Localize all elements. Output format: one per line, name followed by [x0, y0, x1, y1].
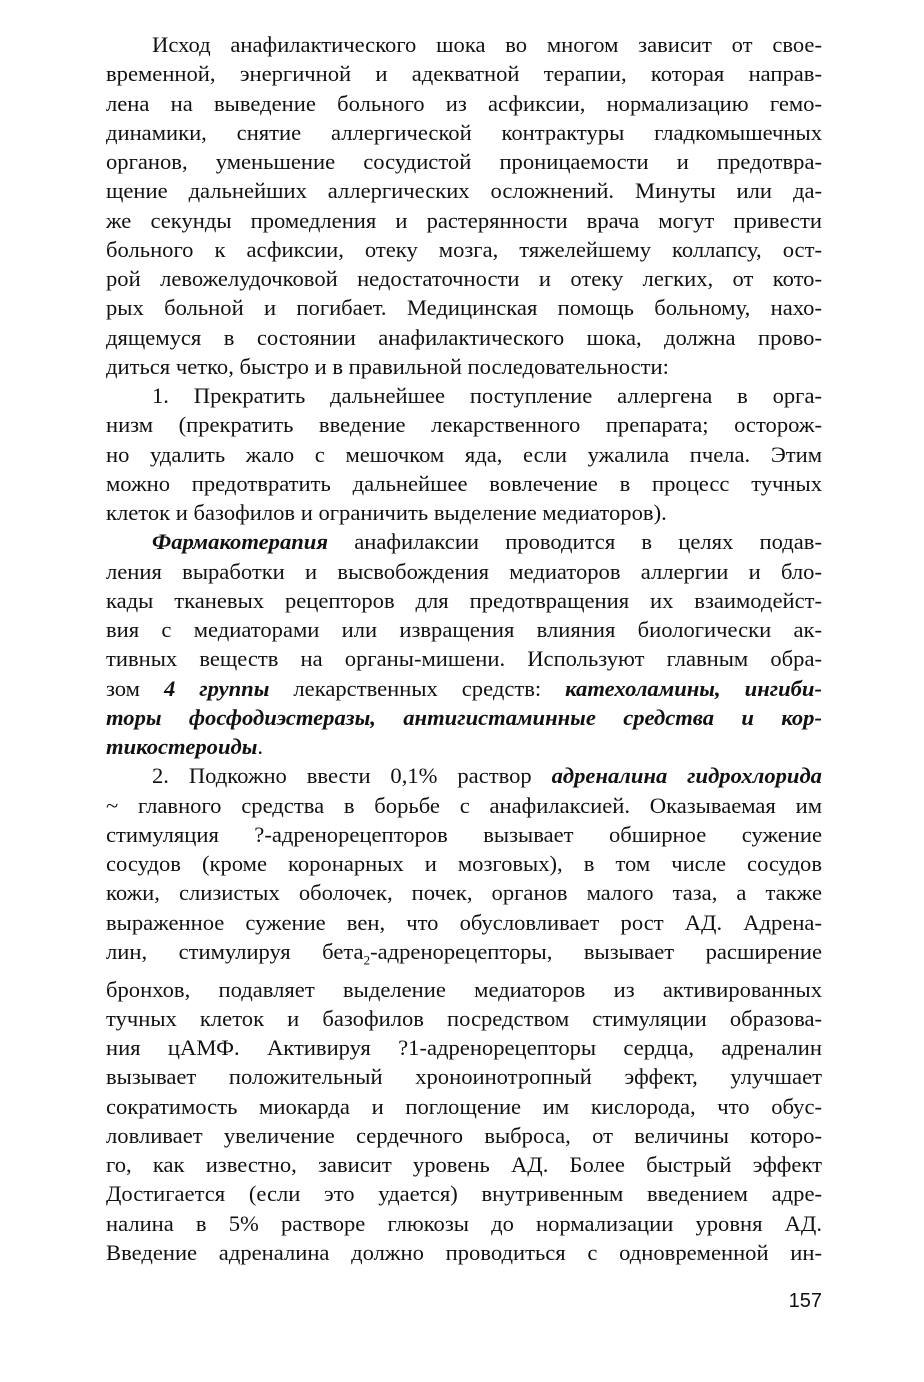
text-line: 2. Подкожно ввести 0,1% раствор адреналина гидрохлорида	[152, 763, 822, 789]
text-line: но удалить жало с мешочком яда, если ужалила пчела. Этим	[106, 441, 822, 467]
text-line: сосудов (кроме коронарных и мозговых), в том числе сосудов	[106, 851, 822, 876]
text-line: вызывает положительный хроноинотропный эффект, улучшает	[106, 1064, 822, 1090]
text-line: динамики, снятие аллергической контрактуры гладкомышечных	[106, 119, 822, 145]
text-line: дящемуся в состоянии анафилактического шока, должна прово-	[106, 324, 822, 350]
text-line: Введение адреналина должно проводиться с одновременной ин-	[106, 1239, 822, 1265]
text-line: стимуляция ?-адренорецепторов вызывает обширное сужение	[106, 821, 822, 847]
text-line: больного к асфиксии, отеку мозга, тяжелейшему коллапсу, ост-	[106, 236, 822, 262]
emphasis: адреналина гидрохлорида	[551, 763, 822, 789]
text-line: щение дальнейших аллергических осложнений. Минуты или да-	[106, 178, 822, 204]
emphasis: тикостероиды	[106, 734, 258, 759]
page-number: 157	[788, 1290, 822, 1312]
text-line: клеток и базофилов и ограничить выделение медиаторов).	[106, 500, 667, 525]
emphasis: 4 группы	[163, 675, 270, 701]
text-line: налина в 5% растворе глюкозы до нормализации уровня АД.	[106, 1210, 822, 1236]
document-body	[106, 30, 822, 1267]
text-line: сократимость миокарда и поглощение им кислорода, что обус-	[106, 1093, 822, 1119]
text-line: тучных клеток и базофилов посредством стимуляции образова-	[106, 1005, 822, 1031]
text-line: вия с медиаторами или извращения влияния биологически ак-	[106, 617, 822, 642]
text-line: тикостероиды.	[106, 734, 264, 759]
text-line: временной, энергичной и адекватной терапии, которая направ-	[106, 61, 822, 87]
text-line: же секунды промедления и растерянности врача могут привести	[106, 207, 822, 233]
text-line: рых больной и погибает. Медицинская помощь больному, нахо-	[106, 295, 822, 321]
text-line: лин, стимулируя бета$_2$-адренорецепторы, вызывает расширение	[106, 938, 822, 968]
text-line: ловливает увеличение сердечного выброса, от величины которо-	[106, 1122, 822, 1148]
emphasis: Фармакотерапия	[152, 529, 329, 555]
text-line: ния цАМФ. Активируя ?1-адренорецепторы сердца, адреналин	[106, 1035, 822, 1061]
text-line: Достигается (если это удается) внутривенным введением адре-	[106, 1181, 822, 1207]
text-line: кожи, слизистых оболочек, почек, органов малого таза, а также	[106, 880, 822, 906]
text-line: Исход анафилактического шока во многом зависит от свое-	[152, 32, 822, 57]
text-line: рой левожелудочковой недостаточности и отеку легких, от кото-	[106, 266, 822, 291]
text-line: органов, уменьшение сосудистой проницаемости и предотвра-	[106, 149, 822, 174]
text-line: ~ главного средства в борьбе с анафилаксией. Оказываемая им	[106, 792, 822, 818]
text-line: выраженное сужение вен, что обусловливает рост АД. Адрена-	[106, 909, 822, 935]
text-line: кады тканевых рецепторов для предотвращения их взаимодейст-	[106, 587, 822, 613]
text-line: можно предотвратить дальнейшее вовлечение в процесс тучных	[106, 470, 822, 496]
text-line: бронхов, подавляет выделение медиаторов из активированных	[106, 976, 822, 1002]
emphasis: торы фосфодиэстеразы, антигистаминные средства и кор-	[106, 704, 822, 730]
text-line: зом 4 группы лекарственных средств: катехоламины, ингиби-	[106, 675, 823, 701]
text-line: лена на выведение больного из асфиксии, нормализацию гемо-	[106, 90, 822, 116]
text-line: Фармакотерапия анафилаксии проводится в целях подав-	[152, 529, 822, 555]
text-line: диться четко, быстро и в правильной последовательности:	[106, 353, 669, 379]
text-line: го, как известно, зависит уровень АД. Более быстрый эффект	[106, 1152, 822, 1178]
text-line: ления выработки и высвобождения медиаторов аллергии и бло-	[106, 558, 822, 584]
text-line: тивных веществ на органы-мишени. Используют главным обра-	[106, 646, 822, 672]
text-line	[106, 703, 822, 732]
subscript: 2	[363, 952, 371, 968]
text-line: низм (прекратить введение лекарственного препарата; осторож-	[106, 412, 822, 438]
text-line: 1. Прекратить дальнейшее поступление аллергена в орга-	[152, 383, 822, 408]
emphasis: катехоламины, ингиби-	[565, 675, 823, 701]
